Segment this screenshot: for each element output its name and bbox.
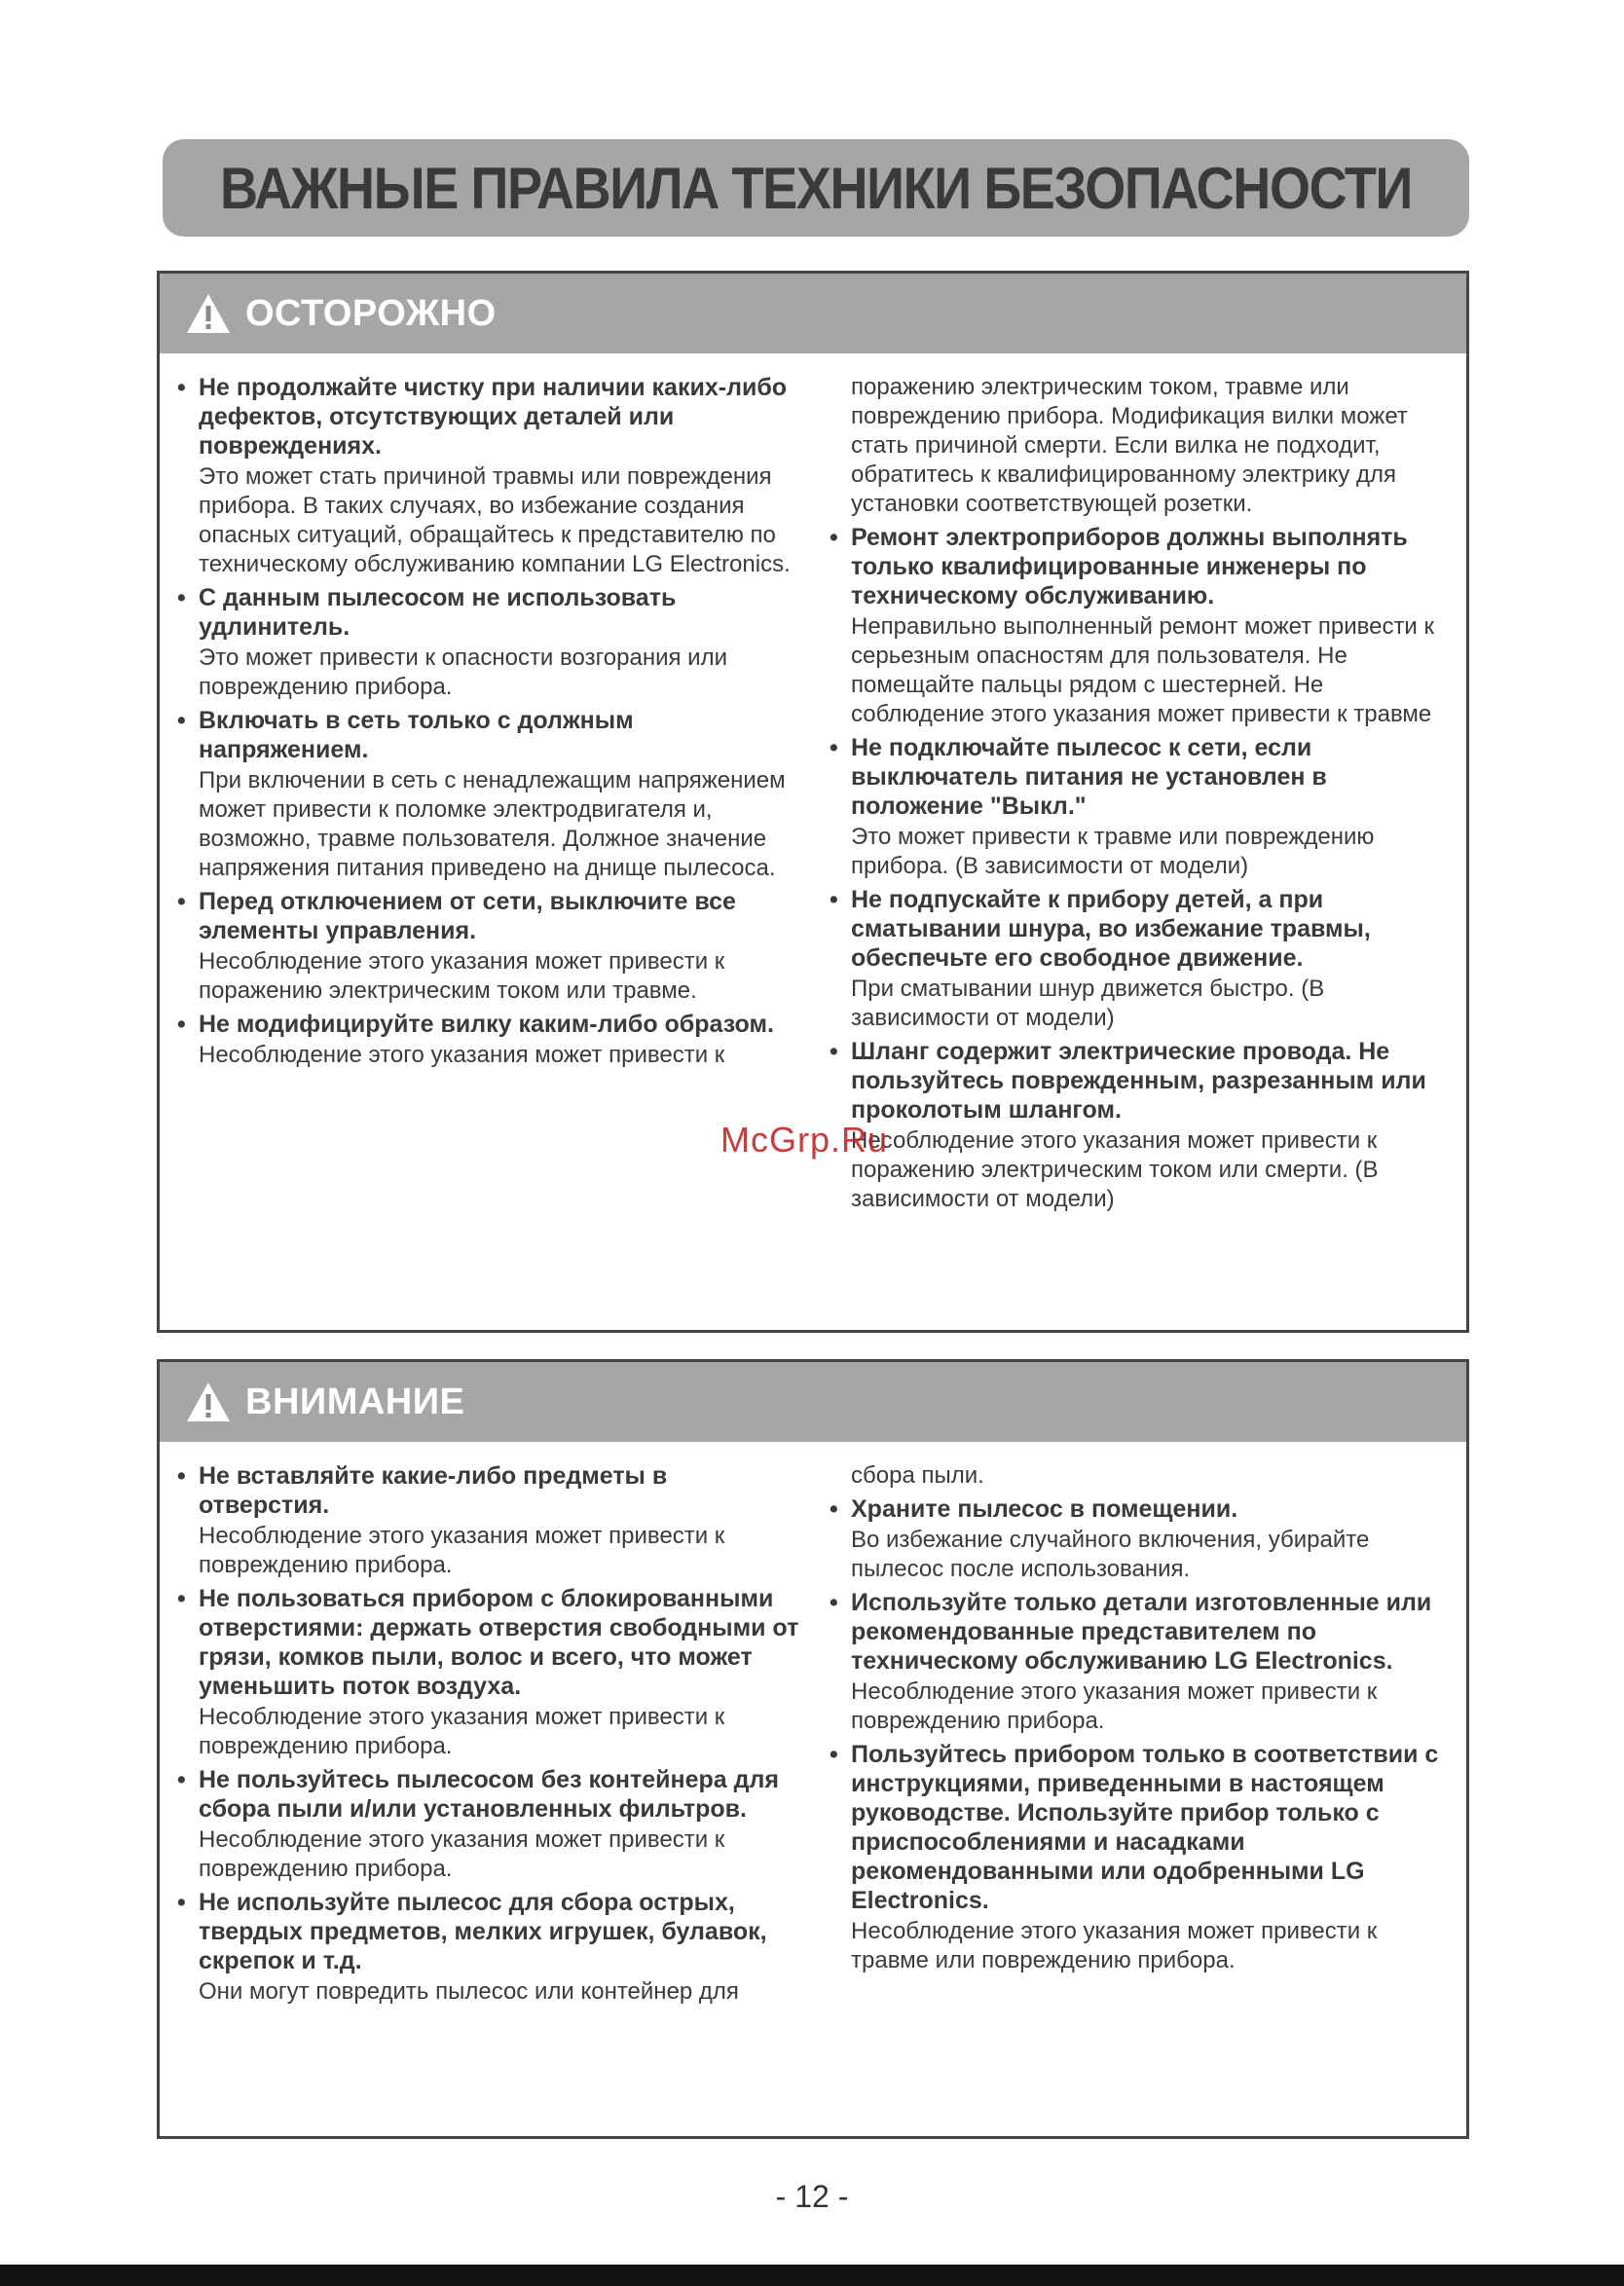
page-number: - 12 -: [775, 2179, 849, 2214]
item-text: Несоблюдение этого указания может привести к поражению электрическим током или смерти. (В зависимости от модели): [851, 1127, 1379, 1212]
item-text: Несоблюдение этого указания может привести к: [199, 1042, 725, 1068]
item-text: Во избежание случайного включения, убирайте пылесос после использования.: [851, 1527, 1370, 1582]
list-item: [830, 885, 1453, 1033]
list-item: [177, 887, 802, 1006]
item-title: • Пользуйтесь прибором только в соответствии с инструкциями, приведенными в настоящем руководстве. Используйте прибор только с приспособлениями и насадками рекомендованными или одобренными LG Electronics.: [830, 1741, 1439, 1914]
continued-text: сбора пыли.: [851, 1462, 984, 1489]
item-title: • Не пользоваться прибором с блокированными отверстиями: держать отверстия свободными от грязи, комков пыли, волос и всего, что может уменьшить поток воздуха.: [177, 1585, 799, 1700]
list-item: [830, 1494, 1453, 1584]
item-title: • Не используйте пылесос для сбора острых, твердых предметов, мелких игрушек, булавок, скрепок и т.д.: [177, 1889, 767, 1974]
item-text: Несоблюдение этого указания может привести к травме или повреждению прибора.: [851, 1918, 1378, 1973]
item-text: Несоблюдение этого указания может привести к повреждению прибора.: [199, 1704, 725, 1759]
list-item: [177, 1010, 802, 1070]
item-text: Неправильно выполненный ремонт может привести к серьезным опасностям для пользователя. Не помещайте пальцы рядом с шестерней. Не соблюдение этого указания может привести к травме: [851, 613, 1435, 727]
list-item: [177, 1584, 802, 1761]
item-title: • Ремонт электроприборов должны выполнять только квалифицированные инженеры по техническому обслуживанию.: [830, 524, 1408, 609]
item-text: Они могут повредить пылесос или контейнер для: [199, 1978, 739, 2005]
list-item: [177, 1765, 802, 1884]
warning-triangle-icon: [185, 292, 232, 335]
page-title-bar: [163, 139, 1469, 237]
attention-left-column: [177, 1461, 820, 2010]
list-item: [830, 1037, 1453, 1214]
watermark: McGrp.Ru: [720, 1120, 889, 1160]
list-item: [830, 523, 1453, 729]
item-text: Несоблюдение этого указания может привести к поражению электрическим током или травме.: [199, 948, 725, 1004]
list-item: [830, 733, 1453, 881]
item-text: Это может стать причиной травмы или повреждения прибора. В таких случаях, во избежание создания опасных ситуаций, обращайтесь к представителю по техническому обслуживанию компании LG Electronics.: [199, 463, 791, 577]
list-item: [830, 1588, 1453, 1736]
item-title: • Храните пылесос в помещении.: [830, 1495, 1238, 1523]
list-item: [177, 583, 802, 702]
item-title: • Не модифицируйте вилку каким-либо образом.: [177, 1011, 774, 1038]
page-title: ВАЖНЫЕ ПРАВИЛА ТЕХНИКИ БЕЗОПАСНОСТИ: [220, 155, 1412, 221]
item-text: Это может привести к травме или повреждению прибора. (В зависимости от модели): [851, 824, 1375, 879]
item-title: • Не пользуйтесь пылесосом без контейнера для сбора пыли и/или установленных фильтров.: [177, 1766, 779, 1823]
attention-section: [157, 1359, 1469, 2139]
attention-columns: [160, 1442, 1466, 2010]
attention-right-column: [820, 1461, 1453, 2010]
attention-header: [160, 1362, 1466, 1442]
list-item: [830, 1740, 1453, 1975]
item-text: Несоблюдение этого указания может привести к повреждению прибора.: [851, 1678, 1378, 1734]
caution-title: ОСТОРОЖНО: [245, 292, 497, 334]
item-title: • Не подпускайте к прибору детей, а при сматывании шнура, во избежание травмы, обеспечьте его свободное движение.: [830, 886, 1371, 972]
item-title: • Включать в сеть только с должным напряжением.: [177, 707, 634, 763]
item-text: При включении в сеть с ненадлежащим напряжением может привести к поломке электродвигателя и, возможно, травме пользователя. Должное значение напряжения питания приведено на днище пылесоса.: [199, 767, 786, 881]
list-item: [177, 1461, 802, 1580]
item-text: При сматывании шнур движется быстро. (В зависимости от модели): [851, 976, 1325, 1031]
item-title: • С данным пылесосом не использовать удлинитель.: [177, 584, 677, 641]
caution-columns: [160, 353, 1466, 1218]
attention-title: ВНИМАНИЕ: [245, 1381, 465, 1422]
item-text: Несоблюдение этого указания может привести к повреждению прибора.: [199, 1523, 725, 1578]
list-item: [177, 706, 802, 883]
list-item: [177, 373, 802, 579]
caution-left-column: [177, 373, 820, 1218]
bottom-rule: [0, 2265, 1624, 2286]
caution-section: [157, 271, 1469, 1333]
caution-right-column: [820, 373, 1453, 1218]
caution-header: [160, 274, 1466, 353]
item-title: • Перед отключением от сети, выключите все элементы управления.: [177, 888, 736, 944]
item-text: Несоблюдение этого указания может привести к повреждению прибора.: [199, 1826, 725, 1882]
item-title: • Шланг содержит электрические провода. Не пользуйтесь поврежденным, разрезанным или проколотым шлангом.: [830, 1038, 1426, 1124]
item-title: • Не подключайте пылесос к сети, если выключатель питания не установлен в положение "Выкл.": [830, 734, 1327, 820]
item-title: • Не продолжайте чистку при наличии каких-либо дефектов, отсутствующих деталей или повреждениях.: [177, 374, 788, 460]
continued-text: поражению электрическим током, травме или повреждению прибора. Модификация вилки может стать причиной смерти. Если вилка не подходит, обратитесь к квалифицированному электрику для установки соответствующей розетки.: [851, 374, 1408, 517]
warning-triangle-icon: [185, 1381, 232, 1423]
list-item: [177, 1888, 802, 2007]
item-text: Это может привести к опасности возгорания или повреждению прибора.: [199, 645, 727, 700]
item-title: • Не вставляйте какие-либо предметы в отверстия.: [177, 1462, 668, 1519]
item-title: • Используйте только детали изготовленные или рекомендованные представителем по техническому обслуживанию LG Electronics.: [830, 1589, 1432, 1675]
